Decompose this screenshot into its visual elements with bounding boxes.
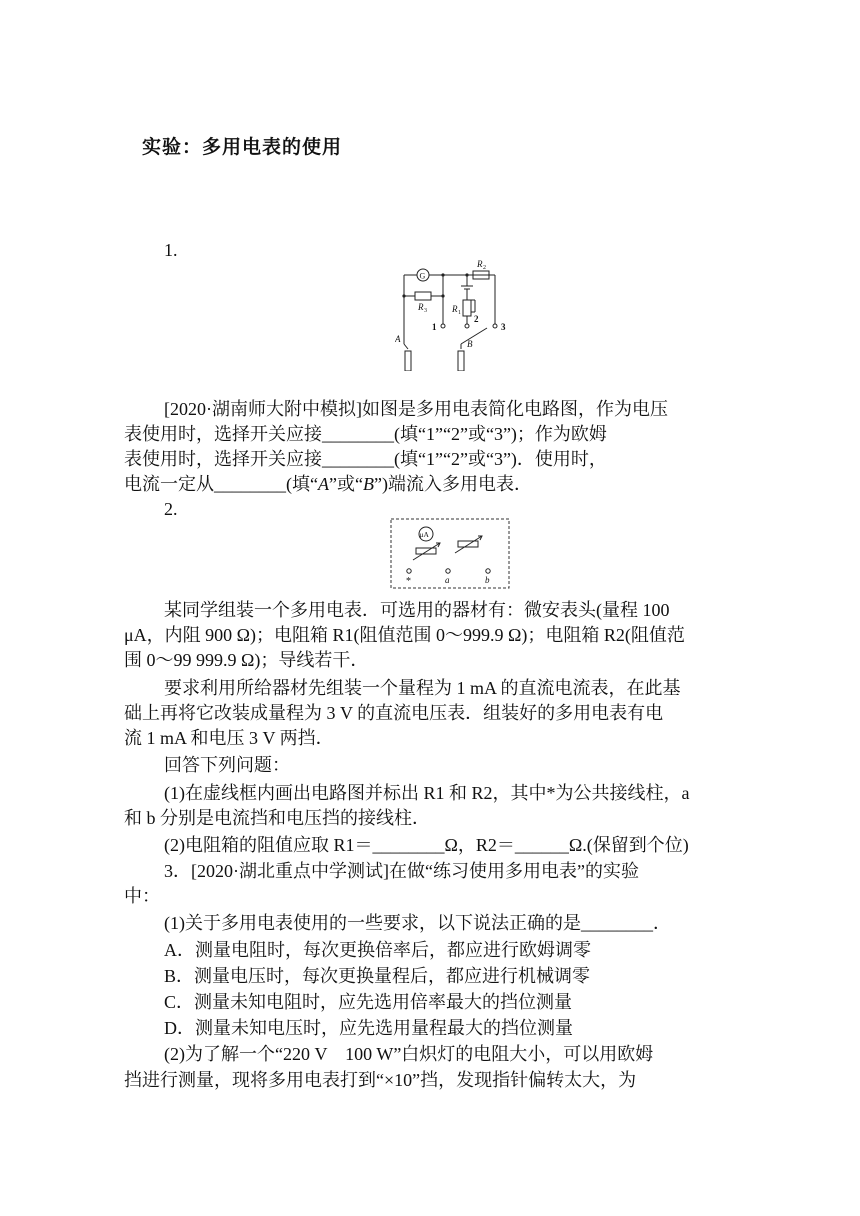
q1-line4-B: B: [362, 474, 374, 494]
page-title: 实验：多用电表的使用: [142, 136, 343, 158]
q2-terminal-a-label: a: [445, 575, 450, 585]
q2-dashed-box-diagram: [390, 518, 510, 590]
q2-prompt: 回答下列问题：: [164, 755, 290, 775]
q2-para1-line3: 围 0～99 999.9 Ω)；导线若干．: [124, 650, 369, 670]
q1-r1-sub: 1: [458, 310, 461, 316]
q1-terminal-1: 1: [432, 322, 437, 332]
q2-part2: (2)电阻箱的阻值应取 R1＝________Ω，R2＝______Ω.(保留到个位): [164, 835, 689, 855]
q1-r1-label: R: [452, 304, 458, 314]
q1-line4-A: A: [317, 474, 329, 494]
q1-line4-part-b: ”或“: [328, 474, 363, 494]
q2-common-terminal-label: *: [406, 576, 411, 587]
q2-para1-line1: 某同学组装一个多用电表．可选用的器材有：微安表头(量程 100: [164, 600, 670, 620]
q1-text-line-1: [2020·湖南师大附中模拟]如图是多用电表简化电路图，作为电压: [164, 399, 668, 419]
q2-terminal-b-label: b: [485, 575, 490, 585]
q1-terminal-2: 2: [474, 314, 479, 324]
q3-part1: (1)关于多用电表使用的一些要求，以下说法正确的是________．: [164, 913, 671, 933]
q1-terminal-B: B: [467, 339, 473, 349]
q1-r3-sub: 3: [424, 308, 427, 314]
q1-line4-part-c: ”)端流入多用电表．: [373, 474, 532, 494]
q1-r2-sub: 2: [483, 265, 486, 271]
q1-multimeter-circuit-diagram: [395, 256, 525, 371]
q3-line2: 中：: [124, 886, 160, 906]
q3-line1: 3．[2020·湖北重点中学测试]在做“练习使用多用电表”的实验: [164, 861, 639, 881]
q1-text-line-3: 表使用时，选择开关应接________(填“1”“2”或“3”)．使用时，: [124, 449, 607, 469]
q1-r2-label: R: [477, 259, 483, 269]
q3-option-d: D．测量未知电压时，应先选用量程最大的挡位测量: [164, 1018, 573, 1038]
q2-para2-line2: 础上再将它改装成量程为 3 V 的直流电压表．组装好的多用电表有电: [124, 703, 664, 723]
q1-r3-label: R: [418, 302, 424, 312]
q1-line4-part-a: 电流一定从________(填“: [124, 474, 318, 494]
q1-terminal-A: A: [395, 334, 401, 344]
q3-option-a: A．测量电阻时，每次更换倍率后，都应进行欧姆调零: [164, 940, 591, 960]
q2-para2-line3: 流 1 mA 和电压 3 V 两挡．: [124, 728, 334, 748]
q2-microammeter-label: μA: [419, 530, 429, 539]
q1-terminal-3: 3: [501, 322, 506, 332]
q1-galvanometer-label: G: [419, 271, 426, 281]
q2-para1-line2: μA，内阻 900 Ω)；电阻箱 R1(阻值范围 0～999.9 Ω)；电阻箱 R2(阻值范: [124, 625, 685, 645]
q1-number: 1.: [164, 240, 178, 260]
q3-option-c: C．测量未知电阻时，应先选用倍率最大的挡位测量: [164, 992, 573, 1012]
q3-part2-line2: 挡进行测量，现将多用电表打到“×10”挡，发现指针偏转太大，为: [124, 1070, 637, 1090]
q2-number: 2.: [164, 499, 178, 519]
q3-option-b: B．测量电压时，每次更换量程后，都应进行机械调零: [164, 966, 591, 986]
q2-para2-line1: 要求利用所给器材先组装一个量程为 1 mA 的直流电流表，在此基: [164, 678, 681, 698]
q2-part1-line2: 和 b 分别是电流挡和电压挡的接线柱．: [124, 808, 430, 828]
q3-part2-line1: (2)为了解一个“220 V 100 W”白炽灯的电阻大小，可以用欧姆: [164, 1044, 654, 1064]
q1-text-line-2: 表使用时，选择开关应接________(填“1”“2”或“3”)；作为欧姆: [124, 424, 607, 444]
q2-part1-line1: (1)在虚线框内画出电路图并标出 R1 和 R2，其中*为公共接线柱，a: [164, 783, 690, 803]
q1-text-line-4: [124, 471, 532, 497]
